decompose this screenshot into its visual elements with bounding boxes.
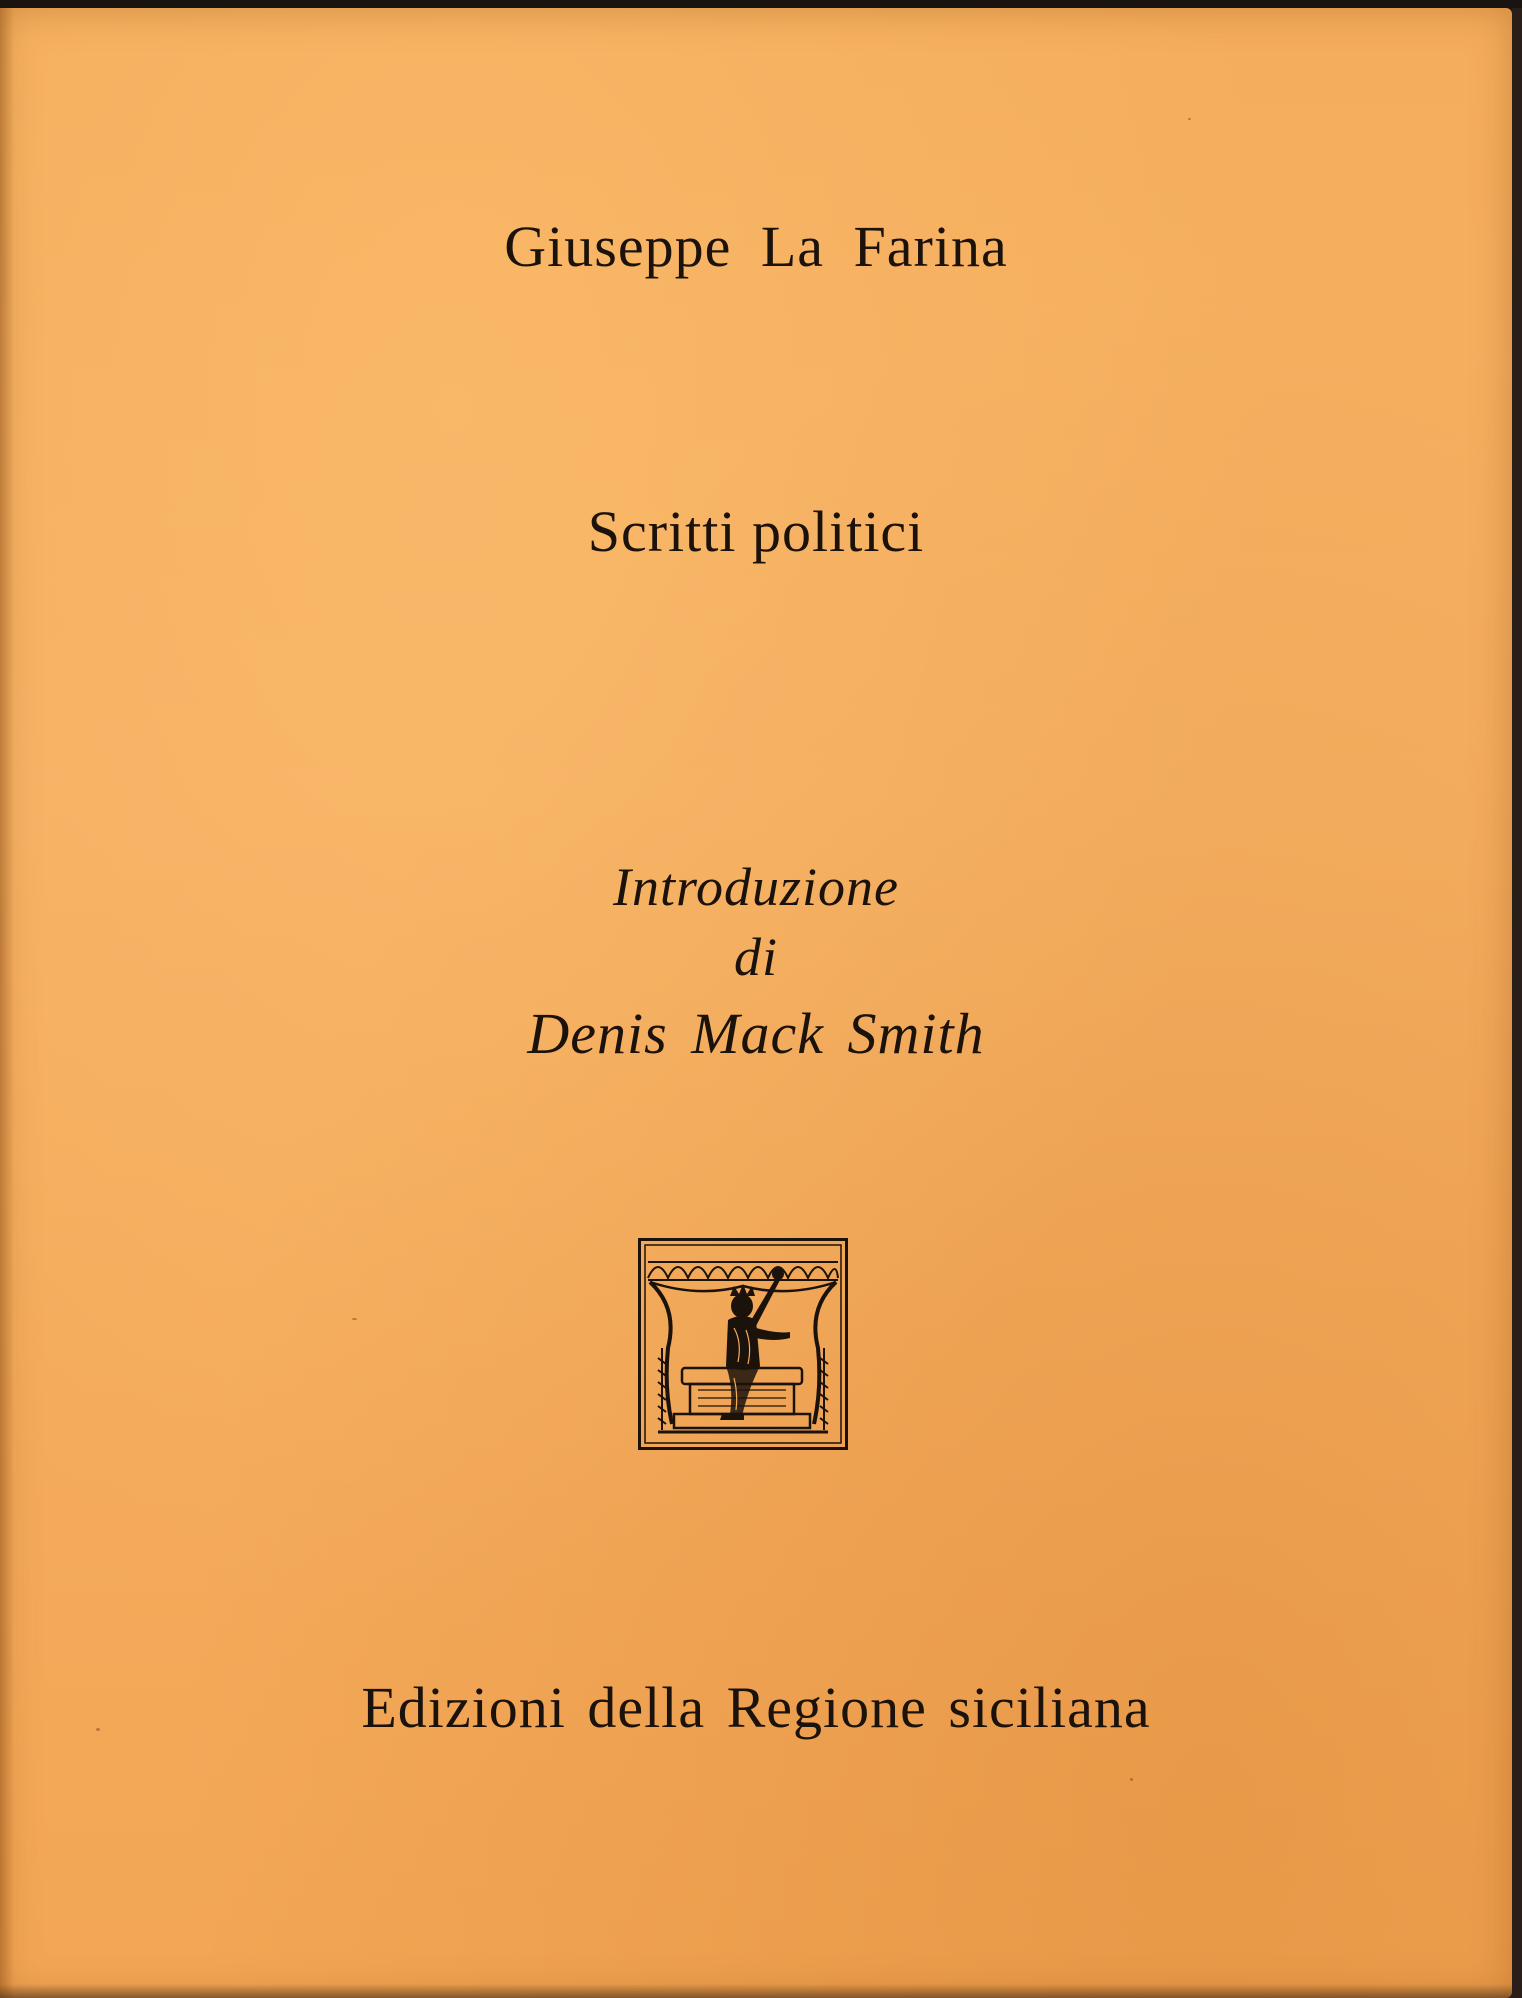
author-name: Giuseppe La Farina — [504, 214, 1008, 279]
book-cover — [0, 8, 1512, 1998]
cover-right-edge — [1512, 8, 1522, 1998]
introduction-author: Denis Mack Smith — [527, 1001, 985, 1066]
cover-bottom-edge — [0, 1984, 1512, 1998]
paper-speck — [1130, 1778, 1133, 1781]
publisher-name: Edizioni della Regione siciliana — [361, 1675, 1151, 1740]
introduction-label: Introduzione — [613, 857, 899, 917]
publisher-woodcut-emblem-icon — [638, 1238, 848, 1450]
paper-speck — [1188, 118, 1191, 120]
paper-speck — [352, 1318, 357, 1320]
introduction-by: di — [733, 927, 778, 987]
book-title: Scritti politici — [587, 499, 925, 564]
